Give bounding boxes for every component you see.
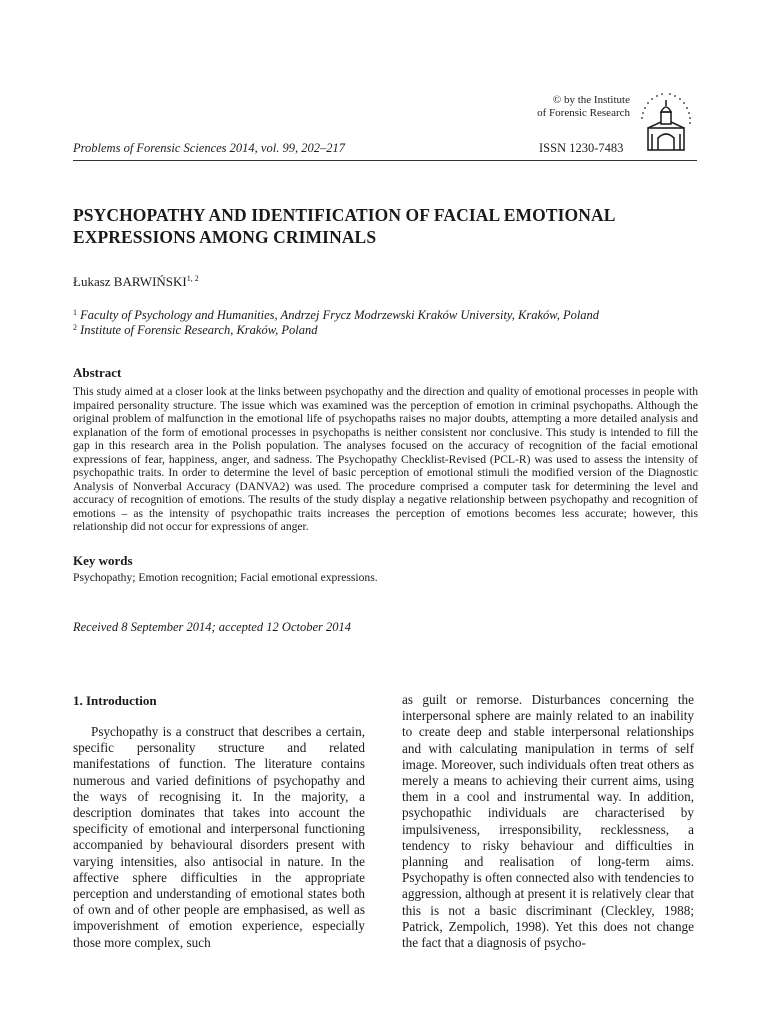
journal-citation: Problems of Forensic Sciences 2014, vol. 99, 202–217 [73, 141, 345, 155]
article-title: PSYCHOPATHY AND IDENTIFICATION OF FACIAL EMOTIONAL EXPRESSIONS AMONG CRIMINALS [73, 205, 615, 247]
author-superscript: 1, 2 [186, 274, 199, 283]
affiliation-number: 1 [73, 308, 77, 317]
affiliation-text: Institute of Forensic Research, Kraków, Poland [80, 323, 318, 337]
introduction-right-column: as guilt or remorse. Disturbances concerning the interpersonal sphere are mainly related to an inability to create deep and stable interpersonal relationships and with calculating manipulation in terms of self image. Moreover, such individuals often treat others as merely a means to achieving their current aims, using them in a cool and instrumental way. In addition, psychopathic individuals are characterised by impulsiveness, irresponsibility, recklessness, a tendency to risky behaviour and difficulties in planning and realisation of long-term aims. Psychopathy is often connected also with tendencies to aggression, although at present it is relatively clear that this is not a basic discriminant (Cleckley, 1988; Patrick, Zempolich, 1998). Yet this does not change the fact that a diagnosis of psycho- [402, 692, 694, 951]
copyright-line-2: of Forensic Research [537, 107, 630, 119]
introduction-left-column: Psychopathy is a construct that describes a certain, specific personality structure and related manifestations of function. The literature contains numerous and varied definitions of psychopathy and the ways of recognising it. In the majority, a description dominates that takes into account the specificity of emotional and interpersonal functioning accompanied by behavioural disorders present with varying intensities, also antisocial in nature. In the affective sphere difficulties in the appropriate perception and understanding of emotional states both of own and of other people are emphasised, as well as impoverishment of emotion experience, especially those more complex, such [73, 724, 365, 950]
introduction-heading: 1. Introduction [73, 693, 157, 708]
affiliation-number: 2 [73, 323, 77, 332]
received-dates: Received 8 September 2014; accepted 12 October 2014 [73, 620, 352, 634]
header-divider [73, 160, 697, 161]
issn-number: ISSN 1230-7483 [539, 141, 624, 155]
keywords-text: Psychopathy; Emotion recognition; Facial emotional expressions. [73, 571, 378, 584]
author-name: Łukasz BARWIŃSKI [73, 274, 187, 289]
abstract-text: This study aimed at a closer look at the links between psychopathy and the direction and quality of emotional processes in people with impaired personality structure. The issue which was examined was the perception of emotion in criminal psychopaths. Although the original problem of malfunction in the emotional life of psychopaths raises no major doubts, attempting a more detailed analysis and explanation of the form of emotional processes in psychopaths is neither consistent nor conclusive. This study is intended to fill the gap in this research area in the Polish population. The analyses focused on the accuracy of recognition of the facial emotional expressions of fear, happiness, anger, and sadness. The Psychopathy Checklist-Revised (PCL-R) was used to assess the intensity of psychopathic traits. In order to determine the level of basic perception of emotional stimuli the modified version of the Diagnostic Analysis of Nonverbal Accuracy (DANVA2) was used. The procedure comprised a computer task for determining the level and accuracy of recognition of emotions. The results of the study display a negative relationship between psychopathy and recognition of emotions – as the intensity of psychopathic traits increases the perception of emotions becomes less accurate; however, this relationship did not occur for expressions of anger. [73, 385, 698, 533]
abstract-heading: Abstract [73, 365, 122, 380]
copyright-notice [470, 94, 630, 120]
institute-logo-icon [634, 88, 698, 152]
keywords-heading: Key words [73, 553, 133, 568]
affiliation-2 [73, 320, 317, 338]
copyright-line-1: © by the Institute [552, 94, 630, 106]
affiliation-text: Faculty of Psychology and Humanities, Andrzej Frycz Modrzewski Kraków University, Kraków, Poland [80, 308, 600, 322]
author [73, 274, 199, 290]
